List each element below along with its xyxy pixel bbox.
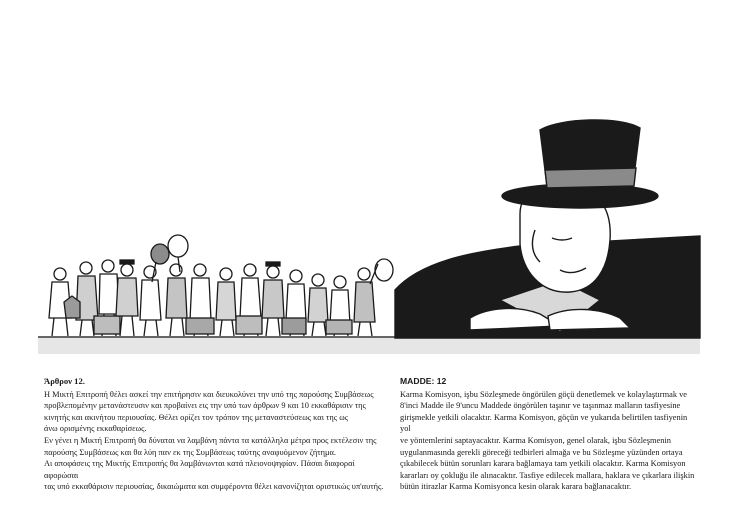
greek-line: κινητής και ακινήτου περιουσίας. Θέλει ορίζει τον τρόπον της μεταναστεύσεως και της ως <box>44 412 349 422</box>
greek-text-column <box>44 376 384 493</box>
greek-line: προβλεπομένην μετανάστευσιν και προβαίνει εις την υπό των άρθρων 9 και 10 εκκαθάρισιν της <box>44 401 366 411</box>
refugee-crowd-illustration <box>49 235 393 336</box>
refugee-figure <box>186 264 214 336</box>
greek-line: τας υπό εκκαθάρισιν περιουσίας, δικαιώματα και συμφέροντα θέλει κανονίζηται οριστικώς υπ'αυτής. <box>44 482 384 492</box>
turkish-line: ve yöntemlerini saptayacaktır. Karma Komisyon, genel olarak, işbu Sözleşmenin <box>400 435 671 445</box>
greek-line: Η Μικτή Επιτροπή θέλει ασκεί την επιτήρησιν και διευκολύνει την υπό της παρούσης Συμβάσεως <box>44 389 374 399</box>
turkish-line: bütün itirazlar Karma Komisyonca kesin olarak karara bağlanacaktır. <box>400 482 632 492</box>
turkish-line: girişmekle yetkili olacaktır. Karma Komisyon, göçün ve yukarıda belirtilen tasfiyenin yol <box>400 412 688 434</box>
greek-line: Εν γένει η Μικτή Επιτροπή θα δύναται να λαμβάνη πάντα τα κατάλληλα μέτρα προς εκτέλεσιν της <box>44 435 377 445</box>
refugee-figure <box>262 262 284 336</box>
man-in-top-hat-illustration <box>395 120 700 338</box>
turkish-line: 8'inci Madde ile 9'uncu Maddede öngörülen taşınır ve taşınmaz malların tasfiyesine <box>400 401 681 411</box>
greek-line: Αι αποφάσεις της Μικτής Επιτροπής θα λαμβάνωνται κατά πλειονοψηφίαν. Πάσαι διαφοραί αφορώσαι <box>44 459 355 480</box>
refugee-figure <box>140 244 169 336</box>
refugee-figure <box>282 270 306 336</box>
refugee-figure <box>166 235 188 336</box>
greek-article-heading: Άρθρον 12. <box>44 376 85 386</box>
turkish-article-heading: MADDE: 12 <box>400 376 447 386</box>
greek-line: άνω ορισμένης εκκαθαρίσεως. <box>44 424 147 434</box>
refugee-figure <box>64 262 98 336</box>
turkish-line: çıkabilecek bütün sorunları karara bağlamaya tam yetkili olacaktır. Karma Komisyon <box>400 459 686 469</box>
turkish-line: kararları oy çokluğu ile alınacaktır. Tasfiye edilecek mallara, haklara ve çıkarlara ilişkin <box>400 470 695 480</box>
refugee-figure <box>354 259 393 336</box>
turkish-line: uygulanmasında gerekli göreceği tedbirleri almağa ve bu Sözleşme yüzünden ortaya <box>400 447 683 457</box>
refugee-figure <box>326 276 352 336</box>
greek-line: παρούσης Συμβάσεως και θα λύη παν εκ της Συμβάσεως ταύτης αναφυόμενον ζήτημα. <box>44 447 336 457</box>
turkish-text-column <box>400 376 700 493</box>
refugee-figure <box>308 274 328 336</box>
turkish-line: Karma Komisyon, işbu Sözleşmede öngörülen göçü denetlemek ve kolaylaştırmak ve <box>400 389 688 399</box>
refugee-figure <box>236 264 262 336</box>
refugee-figure <box>216 268 236 336</box>
refugee-figure <box>94 260 120 336</box>
